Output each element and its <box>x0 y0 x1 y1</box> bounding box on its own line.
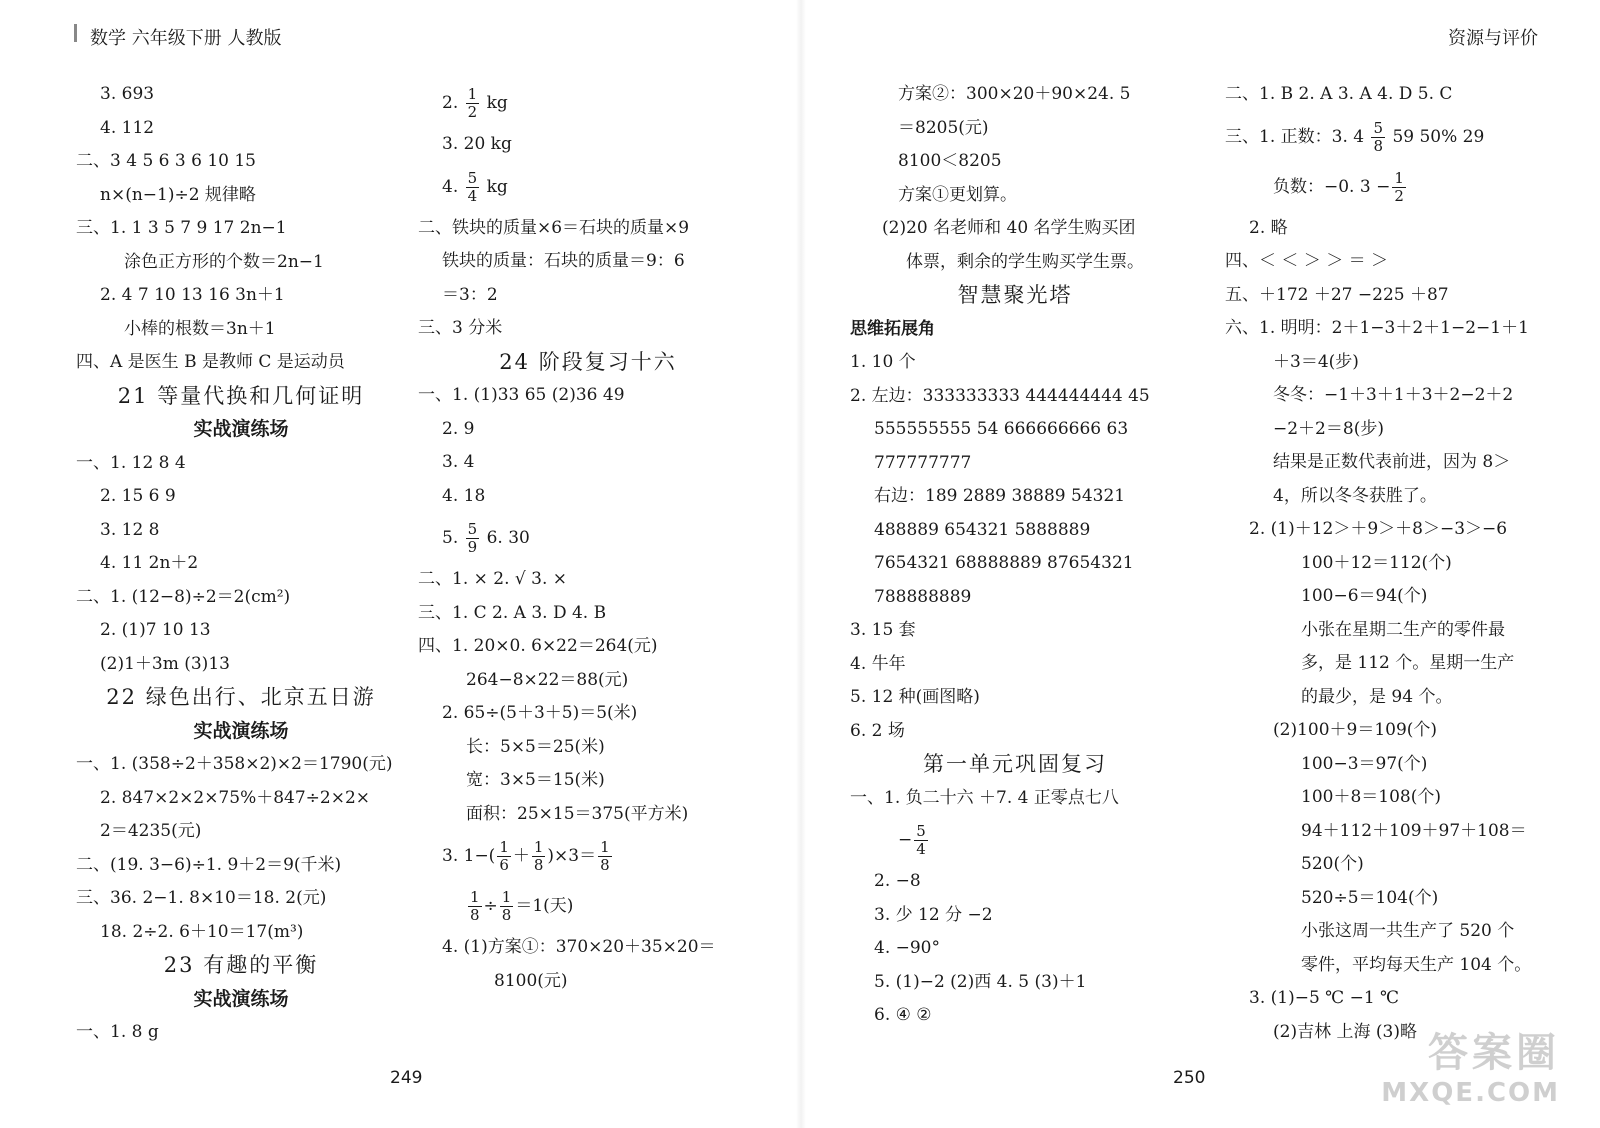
header-mark <box>74 24 77 42</box>
answer-line: (2)20 名老师和 40 名学生购买团 <box>882 218 1136 238</box>
answer-line: 3. (1)−5 ℃ −1 ℃ <box>1249 988 1400 1008</box>
answer-line: 四、1. 20×0. 6×22＝264(元) <box>418 636 658 656</box>
fraction <box>466 86 480 121</box>
answer-line: 2. −8 <box>874 871 921 891</box>
answer-line: 4. 18 <box>442 485 486 506</box>
answer-line: 777777777 <box>874 452 972 473</box>
answer-line: 铁块的质量：石块的质量＝9：6 <box>442 251 685 271</box>
unit-text: kg <box>486 176 508 197</box>
column-1 <box>76 78 406 1050</box>
denominator: 8 <box>470 906 480 924</box>
fraction <box>500 889 514 924</box>
answer-line: 体票，剩余的学生购买学生票。 <box>906 251 1144 272</box>
page-number-left: 249 <box>390 1068 423 1088</box>
answer-line: 788888889 <box>874 586 972 607</box>
answer-line: 小张在星期二生产的零件最 <box>1301 619 1505 640</box>
numerator: 5 <box>1373 118 1384 137</box>
answer-line: 520÷5＝104(个) <box>1301 887 1439 908</box>
page-fold <box>796 0 806 1128</box>
answer-line: 二、1. B 2. A 3. A 4. D 5. C <box>1225 84 1453 104</box>
fraction <box>466 521 480 556</box>
answer-line: 四、＜ ＜ ＞ ＞ ＝ ＞ <box>1225 251 1389 271</box>
section-title: 21 等量代换和几何证明 <box>117 383 365 408</box>
answer-line: 100＋12＝112(个) <box>1301 552 1452 573</box>
answer-line: 5. 12 种(画图略) <box>850 687 980 707</box>
answer-line: 2＝4235(元) <box>100 821 202 841</box>
answer-line: 6. 2 场 <box>850 720 905 741</box>
answer-line <box>1225 162 1565 212</box>
answer-line: 冬冬：−1＋3＋1＋3＋2−2＋2 <box>1273 385 1514 405</box>
answer-line: 一、1. 8 g <box>76 1022 159 1042</box>
answer-line: 一、1. (1)33 65 (2)36 49 <box>418 385 625 405</box>
answer-line: 方案②：300×20＋90×24. 5 <box>898 84 1131 104</box>
answer-line: 100＋8＝108(个) <box>1301 787 1441 807</box>
answer-line: 宽：3×5＝15(米) <box>466 770 605 790</box>
answer-line: 六、1. 明明：2＋1−3＋2＋1−2−1＋1 <box>1225 318 1529 338</box>
answer-line: ＝8205(元) <box>898 117 989 138</box>
answer-line: −2＋2＝8(步) <box>1273 418 1384 439</box>
answer-line: 小张这周一共生产了 520 个 <box>1301 921 1515 941</box>
answer-line: 结果是正数代表前进，因为 8＞ <box>1273 452 1511 472</box>
answer-line: 的最少，是 94 个。 <box>1301 686 1453 707</box>
answer-line: 2. 略 <box>1249 217 1288 238</box>
answer-line: 264−8×22＝88(元) <box>466 669 629 690</box>
answer-line: 长：5×5＝25(米) <box>466 736 605 757</box>
answer-line: 一、1. (358÷2＋358×2)×2＝1790(元) <box>76 754 393 774</box>
sign: − <box>898 830 913 850</box>
answer-line <box>418 881 758 931</box>
answer-line: 二、3 4 5 6 3 6 10 15 <box>76 151 256 171</box>
column-4 <box>1225 78 1565 1049</box>
fraction <box>914 823 928 858</box>
answer-line: 三、1. C 2. A 3. D 4. B <box>418 602 607 623</box>
formula-text: )×3＝ <box>547 846 597 866</box>
answer-line: 二、1. × 2. √ 3. × <box>418 569 567 589</box>
operator: ＋ <box>512 846 530 866</box>
answer-line: n×(n−1)÷2 规律略 <box>100 184 256 205</box>
answer-line: 2. 847×2×2×75%＋847÷2×2× <box>100 787 371 808</box>
answer-line: 二、铁块的质量×6＝石块的质量×9 <box>418 217 690 238</box>
answer-line: 8100(元) <box>494 970 568 991</box>
denominator: 8 <box>1373 136 1384 155</box>
answer-line: 方案①更划算。 <box>898 184 1017 205</box>
answer-line: 8100＜8205 <box>898 151 1002 171</box>
formula-text: 3. 1−( <box>442 846 496 866</box>
header-right: 资源与评价 <box>1448 28 1538 49</box>
fraction <box>1371 120 1385 155</box>
subsection-title: 实战演练场 <box>193 418 289 440</box>
item-number: 2. <box>442 93 459 113</box>
answer-text: 59 50% 29 <box>1392 126 1485 147</box>
denominator: 2 <box>467 103 478 121</box>
subsection-title: 实战演练场 <box>193 987 289 1010</box>
answer-line: 二、(19. 3−6)÷1. 9＋2＝9(千米) <box>76 854 342 875</box>
denominator: 8 <box>600 856 610 874</box>
denominator: 4 <box>916 840 926 858</box>
answer-line: ＋3＝4(步) <box>1273 351 1359 372</box>
answer-line: (2)吉林 上海 (3)略 <box>1273 1021 1417 1042</box>
header-left: 数学 六年级下册 人教版 <box>90 28 282 49</box>
answer-line: 4，所以冬冬获胜了。 <box>1273 485 1437 506</box>
answer-line: 右边：189 2889 38889 54321 <box>874 486 1126 506</box>
operator: ÷ <box>483 896 498 916</box>
fraction <box>1392 170 1406 205</box>
answer-line: 2. 15 6 9 <box>100 486 176 506</box>
unit-text: kg <box>486 93 508 113</box>
answer-text: 三、1. 正数：3. 4 <box>1225 126 1365 147</box>
answer-line: 6. ④ ② <box>874 1005 932 1025</box>
watermark-logo <box>1381 1021 1560 1108</box>
answer-line: 多，是 112 个。星期一生产 <box>1301 653 1515 673</box>
answer-line: (2)100＋9＝109(个) <box>1273 720 1438 740</box>
numerator: 1 <box>501 888 512 906</box>
answer-line: 2. 左边：333333333 444444444 45 <box>850 385 1150 406</box>
formula-text: ＝1(天) <box>515 896 574 916</box>
watermark-url: MXQE.COM <box>1381 1078 1560 1108</box>
numerator: 1 <box>470 888 480 906</box>
answer-line: 488889 654321 5888889 <box>874 519 1091 540</box>
answer-line: 2. 9 <box>442 418 475 439</box>
fraction <box>468 889 482 924</box>
subsection-title: 实战演练场 <box>193 719 289 742</box>
answer-line: 5. (1)−2 (2)西 4. 5 (3)＋1 <box>874 971 1087 992</box>
answer-line: (2)1＋3m (3)13 <box>100 653 230 674</box>
numerator: 1 <box>467 85 478 103</box>
answer-line: 100−6＝94(个) <box>1301 586 1428 606</box>
answer-line: 四、A 是医生 B 是教师 C 是运动员 <box>76 352 345 372</box>
watermark-text: 答案圈 <box>1428 1030 1560 1076</box>
answer-line <box>418 78 758 128</box>
numerator: 1 <box>533 838 544 856</box>
item-number: 4. <box>442 176 459 197</box>
answer-line: 3. 693 <box>100 84 155 104</box>
fraction <box>598 839 612 874</box>
denominator: 8 <box>501 906 512 924</box>
page-number-right: 250 <box>1173 1068 1206 1088</box>
item-number: 5. <box>442 528 459 548</box>
answer-line: 4. 牛年 <box>850 653 906 674</box>
answer-line: 4. 11 2n＋2 <box>100 553 199 573</box>
fraction <box>532 839 546 874</box>
answer-line: 2. 65÷(5＋3＋5)＝5(米) <box>442 703 638 723</box>
answer-line: 2. 4 7 10 13 16 3n＋1 <box>100 285 285 305</box>
answer-line: 3. 4 <box>442 452 475 472</box>
answer-line: 3. 20 kg <box>442 134 512 154</box>
answer-line: 一、1. 12 8 4 <box>76 452 186 473</box>
answer-line: 18. 2÷2. 6＋10＝17(m³) <box>100 921 304 942</box>
answer-line: 2. (1)7 10 13 <box>100 620 211 640</box>
denominator: 4 <box>467 186 478 205</box>
section-title: 第一单元巩固复习 <box>923 752 1107 776</box>
answer-line: 555555555 54 666666666 63 <box>874 419 1129 439</box>
answer-line: 4. (1)方案①：370×20＋35×20＝ <box>442 937 716 957</box>
answer-line: 94＋112＋109＋97＋108＝ <box>1301 820 1527 841</box>
answer-line: 二、1. (12−8)÷2＝2(cm²) <box>76 586 291 607</box>
answer-line <box>418 513 758 563</box>
answer-line: 100−3＝97(个) <box>1301 753 1428 774</box>
column-2 <box>418 78 758 998</box>
answer-line: 小棒的根数＝3n＋1 <box>124 318 276 339</box>
answer-text: 负数：−0. 3 − <box>1273 176 1391 197</box>
answer-line <box>418 831 758 881</box>
answer-line: 三、1. 1 3 5 7 9 17 2n−1 <box>76 218 287 238</box>
section-title: 24 阶段复习十六 <box>499 349 677 374</box>
answer-text: 6. 30 <box>486 528 530 548</box>
denominator: 6 <box>499 856 509 874</box>
answer-line: 2. (1)＋12＞＋9＞＋8＞−3＞−6 <box>1249 519 1508 539</box>
fraction <box>497 839 511 874</box>
answer-line: 涂色正方形的个数＝2n−1 <box>124 251 324 272</box>
subsection-title: 思维拓展角 <box>850 318 935 339</box>
denominator: 9 <box>467 538 478 556</box>
numerator: 1 <box>600 838 610 856</box>
answer-line: 一、1. 负二十六 ＋7. 4 正零点七八 <box>850 787 1119 808</box>
fraction <box>466 170 480 205</box>
answer-line <box>418 162 758 212</box>
answer-line <box>850 815 1180 865</box>
answer-line: 3. 15 套 <box>850 620 916 640</box>
answer-line: 五、＋172 ＋27 −225 ＋87 <box>1225 284 1449 305</box>
answer-line: 3. 少 12 分 −2 <box>874 904 993 925</box>
numerator: 5 <box>916 822 926 840</box>
numerator: 5 <box>467 168 478 187</box>
answer-line: 零件，平均每天生产 104 个。 <box>1301 954 1532 975</box>
section-title: 23 有趣的平衡 <box>163 953 319 977</box>
column-3 <box>850 78 1180 1033</box>
answer-line: ＝3：2 <box>442 284 498 305</box>
denominator: 8 <box>533 856 544 874</box>
section-title: 22 绿色出行、北京五日游 <box>106 685 376 709</box>
answer-line: 4. 112 <box>100 117 155 138</box>
answer-line: 三、3 分米 <box>418 318 503 338</box>
answer-line: 4. −90° <box>874 938 940 958</box>
denominator: 2 <box>1394 186 1404 205</box>
numerator: 1 <box>1394 168 1404 187</box>
numerator: 1 <box>499 838 509 856</box>
answer-line: 面积：25×15＝375(平方米) <box>466 803 689 824</box>
answer-line: 3. 12 8 <box>100 519 160 540</box>
answer-line: 7654321 68888889 87654321 <box>874 553 1134 573</box>
answer-line: 三、36. 2−1. 8×10＝18. 2(元) <box>76 888 327 908</box>
answer-line <box>1225 112 1565 162</box>
answer-line: 1. 10 个 <box>850 352 916 372</box>
numerator: 5 <box>467 520 478 538</box>
answer-line: 520(个) <box>1301 854 1364 874</box>
section-title: 智慧聚光塔 <box>957 283 1073 307</box>
